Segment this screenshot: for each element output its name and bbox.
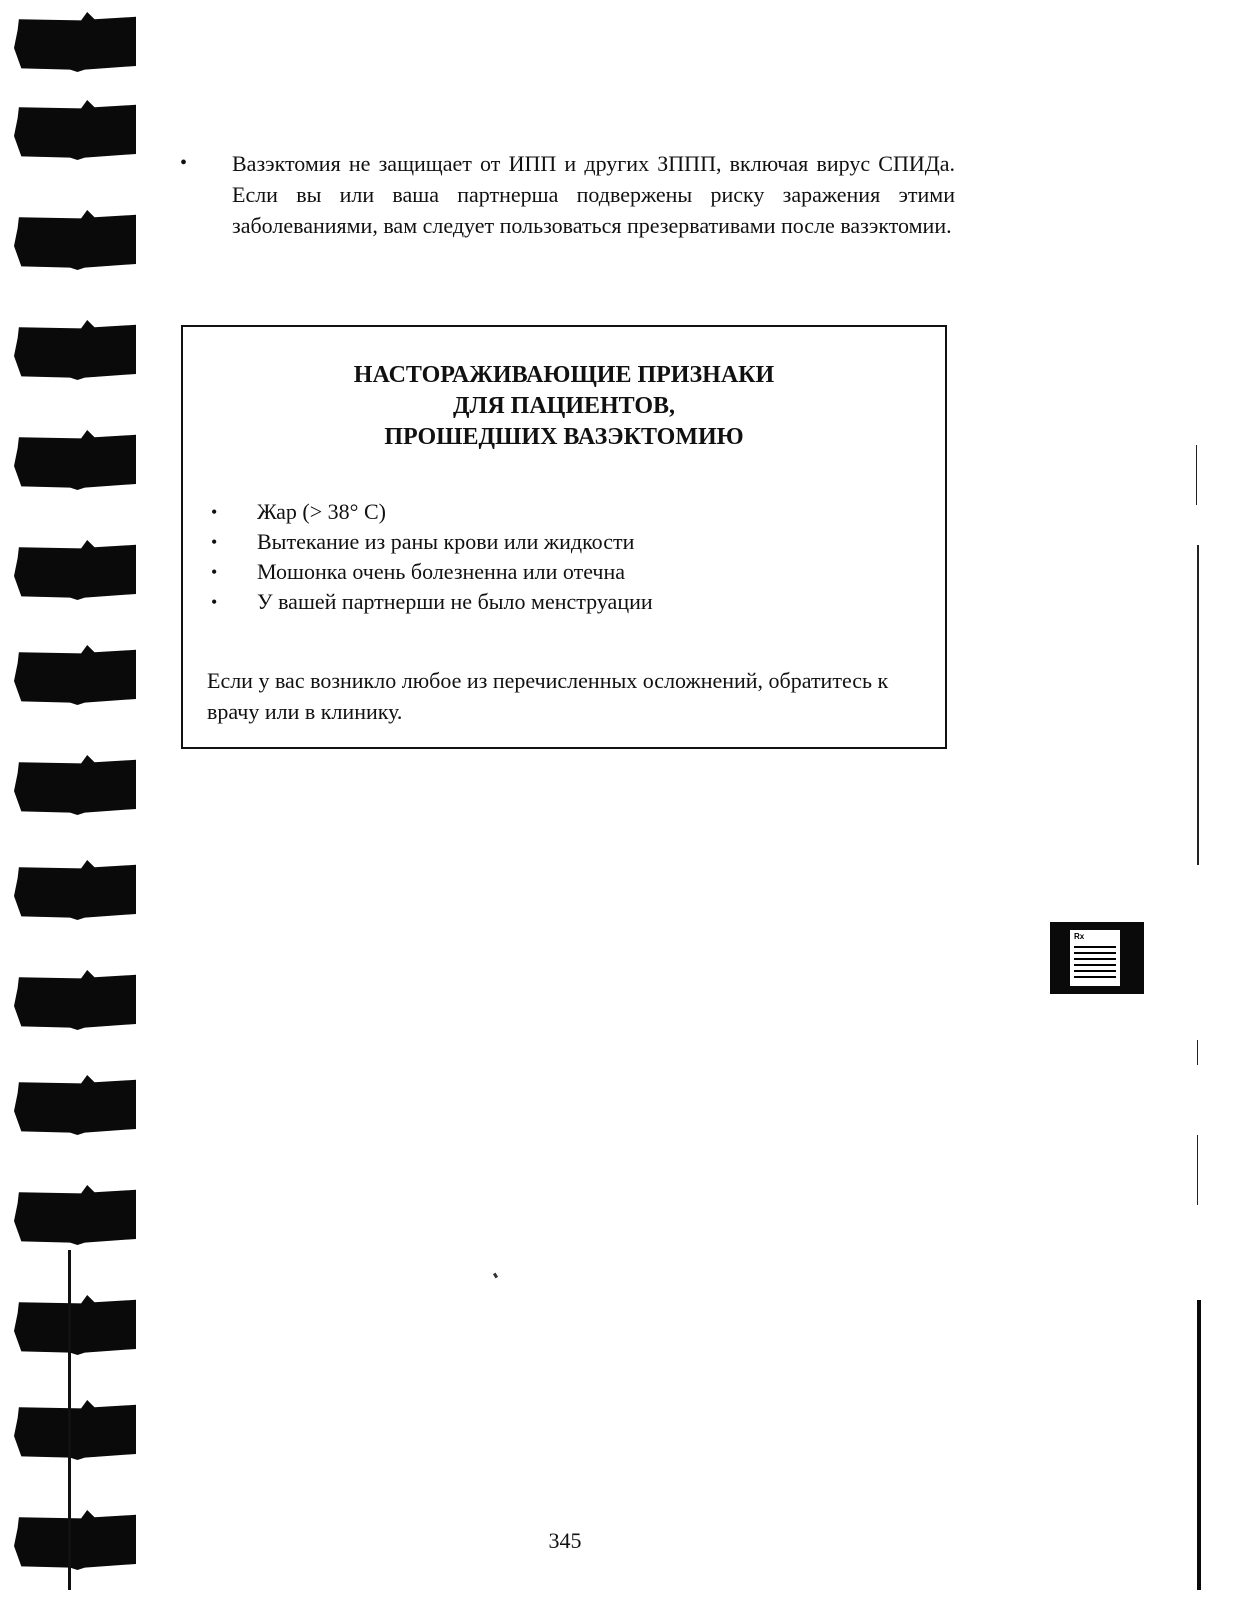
scan-margin-line — [1196, 445, 1197, 505]
list-item — [207, 557, 653, 587]
binder-tab — [14, 1510, 136, 1570]
text-line — [1074, 958, 1116, 960]
intro-paragraph — [180, 148, 955, 241]
text-line — [1074, 946, 1116, 948]
warning-sign-text: Жар (> 38° С) — [257, 499, 386, 524]
list-item — [207, 497, 653, 527]
binder-tab — [14, 100, 136, 160]
warning-signs-list — [207, 497, 653, 617]
binder-tabs — [0, 0, 150, 1600]
scan-margin-line — [1197, 545, 1199, 865]
binder-tab — [14, 430, 136, 490]
bullet: • — [211, 532, 218, 552]
bullet: • — [211, 562, 218, 582]
binder-tab — [14, 210, 136, 270]
bullet: • — [211, 592, 218, 612]
binder-tab — [14, 540, 136, 600]
binder-tab — [14, 1185, 136, 1245]
intro-text: Вазэктомия не защищает от ИПП и других ЗППП, включая вирус СПИДа. Если вы или ваша партнерша подвержены риску заражения этими заболеваниями, вам следует пользоваться презервативами после вазэктомии. — [232, 151, 955, 238]
text-line — [1074, 964, 1116, 966]
warning-title-line: ДЛЯ ПАЦИЕНТОВ, — [452, 393, 676, 419]
warning-box — [181, 325, 947, 749]
scan-margin-line — [1197, 1300, 1201, 1590]
binder-tab — [14, 1400, 136, 1460]
warning-sign-text: Вытекание из раны крови или жидкости — [257, 529, 635, 554]
binder-tab — [14, 970, 136, 1030]
warning-title — [183, 360, 945, 453]
bullet: • — [211, 502, 218, 522]
warning-title-line: НАСТОРАЖИВАЮЩИЕ ПРИЗНАКИ — [353, 362, 775, 388]
page-number: 345 — [548, 1528, 582, 1553]
text-line — [1074, 976, 1116, 978]
warning-sign-text: Мошонка очень болезненна или отечна — [257, 559, 626, 584]
binder-tab — [14, 645, 136, 705]
binder-tab — [14, 755, 136, 815]
warning-advice: Если у вас возникло любое из перечисленных осложнений, обратитесь к врачу или в клинику. — [207, 668, 889, 724]
binder-tab — [14, 860, 136, 920]
stray-mark — [493, 1273, 498, 1279]
prescription-icon — [1050, 922, 1144, 994]
bullet: • — [180, 152, 188, 174]
text-line — [1074, 970, 1116, 972]
spine-line — [68, 1250, 71, 1590]
binder-tab — [14, 1075, 136, 1135]
text-line — [1074, 952, 1116, 954]
binder-tab — [14, 320, 136, 380]
warning-title-line: ПРОШЕДШИХ ВАЗЭКТОМИЮ — [384, 424, 744, 450]
rx-label: Rx — [1074, 932, 1085, 941]
binder-tab — [14, 1295, 136, 1355]
list-item — [207, 527, 653, 557]
prescription-paper — [1070, 930, 1120, 986]
warning-sign-text: У вашей партнерши не было менструации — [257, 589, 653, 614]
list-item — [207, 587, 653, 617]
scan-margin-line — [1197, 1135, 1198, 1205]
binder-tab — [14, 12, 136, 72]
scan-margin-line — [1197, 1040, 1198, 1065]
